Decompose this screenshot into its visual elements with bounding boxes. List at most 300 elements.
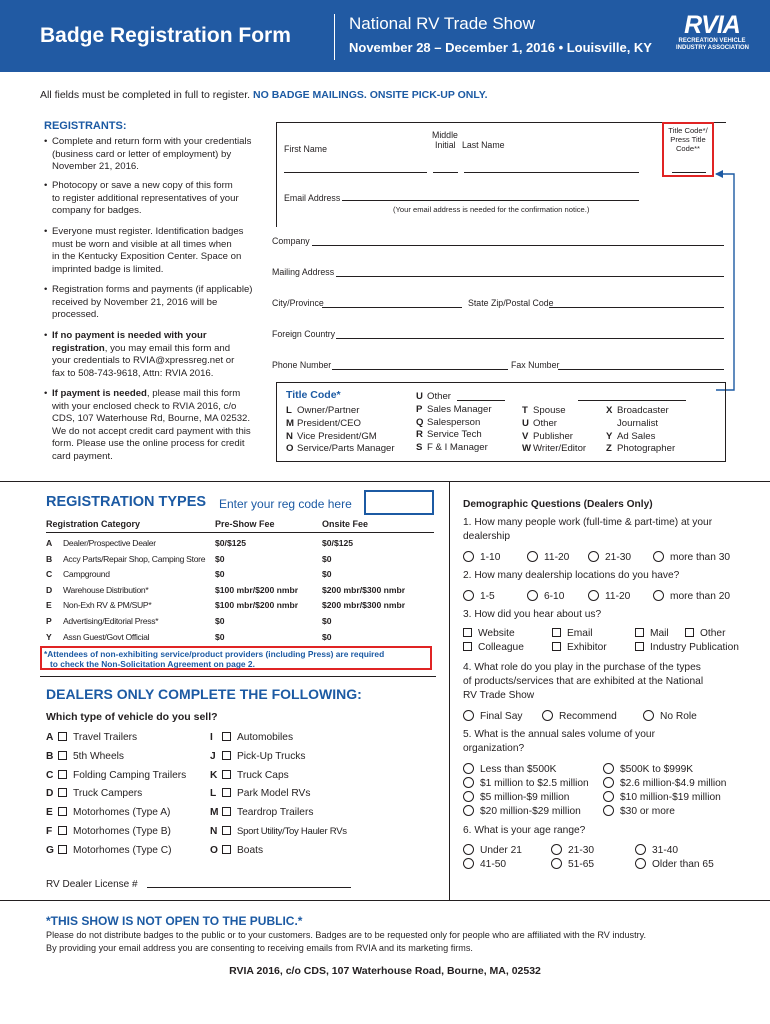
last-name-field[interactable]	[464, 172, 639, 173]
bullet-dot: •	[44, 330, 48, 341]
title-code-name: Spouse	[533, 405, 566, 416]
checkbox[interactable]	[222, 751, 231, 760]
reg-type-row[interactable]	[46, 632, 436, 646]
vehicle-letter: J	[210, 750, 216, 762]
bullet-line: Photocopy or save a new copy of this form	[52, 180, 233, 191]
title-code-item	[606, 418, 675, 431]
mailing-field[interactable]	[336, 276, 724, 277]
answer-option[interactable]	[463, 710, 522, 722]
title-code-name: Journalist	[617, 417, 659, 429]
registrant-bullet	[44, 180, 264, 218]
answer-option[interactable]	[603, 791, 721, 803]
q3-text: 3. How did you hear about us?	[463, 609, 602, 620]
reg-type-onsite-fee: $0	[322, 569, 332, 580]
company-field[interactable]	[312, 245, 724, 246]
title-code-label-1: Title Code*/	[668, 126, 708, 135]
first-name-label: First Name	[284, 144, 328, 154]
title-code-item	[522, 431, 586, 444]
checkbox[interactable]	[222, 732, 231, 741]
reg-type-preshow-fee: $0	[215, 569, 225, 580]
reg-type-onsite-fee: $0	[322, 631, 332, 642]
answer-option[interactable]	[653, 590, 730, 602]
title-code-name: President/CEO	[297, 417, 361, 429]
answer-label: 21-30	[605, 552, 632, 563]
checkbox[interactable]	[58, 845, 67, 854]
vehicle-label: Truck Campers	[73, 788, 143, 800]
answer-label: 1-5	[480, 591, 495, 602]
notice-line-1: *Attendees of non-exhibiting service/product providers (including Press) are required	[44, 649, 385, 659]
vehicle-letter: L	[210, 788, 217, 800]
title-code-letter: O	[286, 443, 294, 455]
answer-option[interactable]	[603, 777, 726, 789]
answer-label: $2.6 million-$4.9 million	[620, 778, 727, 789]
phone-field[interactable]	[332, 369, 508, 370]
reg-type-row[interactable]	[46, 569, 436, 583]
intro-plain: All fields must be completed in full to register.	[40, 89, 251, 101]
answer-option[interactable]	[635, 858, 714, 870]
answer-option[interactable]	[603, 805, 675, 817]
radio-button[interactable]	[463, 763, 474, 774]
answer-option[interactable]	[527, 590, 564, 602]
vehicle-letter: B	[46, 750, 54, 762]
bullet-line: imprinted badge is limited.	[52, 263, 164, 275]
vehicle-label: 5th Wheels	[73, 750, 124, 762]
title-code-item	[416, 429, 492, 442]
answer-label: Final Say	[480, 711, 523, 722]
title-code-item	[606, 443, 675, 456]
title-code-letter: Z	[606, 443, 612, 455]
title-code-col4	[606, 405, 675, 456]
intro-bold: NO BADGE MAILINGS. ONSITE PICK-UP ONLY.	[253, 89, 488, 101]
bullet-line: card payment.	[52, 450, 113, 462]
vehicle-option[interactable]	[46, 788, 142, 799]
answer-option[interactable]	[603, 763, 693, 775]
vehicle-option[interactable]	[46, 770, 186, 781]
reg-type-onsite-fee: $0	[322, 553, 332, 564]
answer-label: 41-50	[480, 859, 507, 870]
country-field[interactable]	[336, 338, 724, 339]
vehicle-label: Travel Trailers	[73, 732, 138, 743]
vehicle-question: Which type of vehicle do you sell?	[46, 711, 218, 723]
vehicle-option[interactable]	[46, 751, 124, 762]
answer-option[interactable]	[463, 628, 515, 639]
title-code-name: Writer/Editor	[533, 443, 587, 455]
answer-option[interactable]	[463, 551, 500, 563]
radio-button[interactable]	[463, 777, 474, 788]
reg-type-preshow-fee: $0	[215, 616, 225, 626]
radio-button[interactable]	[463, 858, 474, 869]
header-banner	[0, 0, 770, 72]
bullet-line: fax to 508-743-9618, Attn: RVIA 2016.	[52, 367, 214, 379]
bullet-bold: If no payment is needed with your	[52, 330, 207, 341]
reg-type-category: Campground	[63, 569, 110, 580]
vehicle-label: Motorhomes (Type B)	[73, 826, 171, 837]
vehicle-option[interactable]	[210, 826, 347, 837]
reg-type-category: Advertising/Editorial Press*	[63, 616, 159, 626]
bullet-line: November 21, 2016.	[52, 161, 139, 173]
answer-label: Other	[700, 628, 726, 639]
vehicle-option[interactable]	[210, 807, 313, 818]
bullet-line: We do not accept credit card payment with this	[52, 425, 251, 437]
bullet-line: Everyone must register. Identification badges	[52, 226, 244, 237]
header-divider	[334, 14, 335, 60]
reg-type-preshow-fee: $0/$125	[215, 538, 247, 548]
vehicle-letter: G	[46, 844, 54, 856]
q2-text: 2. How many dealership locations do you have?	[463, 570, 680, 581]
title-code-name: Vice President/GM	[297, 430, 377, 442]
answer-option[interactable]	[463, 791, 569, 803]
vehicle-letter: O	[210, 844, 218, 856]
reg-type-row[interactable]	[46, 616, 436, 630]
radio-button[interactable]	[635, 844, 646, 855]
registrant-bullet	[44, 388, 264, 464]
answer-option[interactable]	[463, 777, 589, 789]
checkbox[interactable]	[635, 642, 644, 651]
bullet-dot: •	[44, 226, 48, 237]
reg-type-letter: A	[46, 538, 53, 548]
checkbox[interactable]	[222, 770, 231, 779]
reg-type-row[interactable]	[46, 554, 436, 568]
vehicle-letter: E	[46, 807, 53, 819]
bullet-line: Complete and return form with your credentials	[52, 136, 252, 147]
title-code-item	[606, 405, 675, 418]
bullet-text	[44, 388, 264, 464]
dealers-heading: DEALERS ONLY COMPLETE THE FOLLOWING:	[46, 686, 362, 702]
checkbox[interactable]	[463, 642, 472, 651]
reg-type-preshow-fee: $0	[215, 553, 225, 564]
reg-type-letter: B	[46, 553, 53, 564]
checkbox[interactable]	[222, 788, 231, 797]
email-field[interactable]	[342, 200, 639, 201]
footer-line-1: Please do not distribute badges to the public or to your customers. Badges are to be requested only for people who are affiliated with the RV industry.	[46, 930, 647, 940]
bullet-line: must be worn and visible at all times when	[52, 238, 232, 250]
answer-option[interactable]	[551, 844, 594, 856]
registrant-bullet	[44, 136, 264, 174]
answer-option[interactable]	[463, 858, 506, 870]
q4-line-1: 4. What role do you play in the purchase of the types	[463, 662, 701, 673]
radio-button[interactable]	[643, 710, 654, 721]
answer-label: $20 million-$29 million	[480, 806, 581, 817]
checkbox[interactable]	[58, 732, 67, 741]
answer-option[interactable]	[463, 590, 495, 602]
radio-button[interactable]	[588, 551, 599, 562]
answer-option[interactable]	[463, 844, 522, 856]
radio-button[interactable]	[463, 551, 474, 562]
reg-type-onsite-fee: $0/$125	[322, 538, 354, 548]
reg-type-onsite-fee: $0	[322, 616, 332, 626]
col-preshow-header: Pre-Show Fee	[215, 519, 275, 529]
title-code-name: Photographer	[617, 443, 676, 455]
bullet-text	[44, 330, 264, 380]
checkbox[interactable]	[58, 826, 67, 835]
checkbox[interactable]	[222, 807, 231, 816]
first-name-field[interactable]	[284, 172, 427, 173]
checkbox[interactable]	[58, 770, 67, 779]
answer-label: $1 million to $2.5 million	[480, 778, 589, 789]
radio-button[interactable]	[463, 710, 474, 721]
title-code-item	[522, 405, 586, 418]
title-code-name: Ad Sales	[617, 430, 656, 442]
radio-button[interactable]	[463, 805, 474, 816]
answer-option[interactable]	[635, 628, 669, 639]
vehicle-letter: D	[46, 788, 54, 800]
answer-label: Exhibitor	[567, 642, 607, 653]
not-public-notice: *THIS SHOW IS NOT OPEN TO THE PUBLIC.*	[46, 914, 303, 928]
vehicle-label: Teardrop Trailers	[237, 807, 314, 819]
q1-line-2: dealership	[463, 531, 511, 542]
title-code-label-2: Press Title	[670, 135, 706, 144]
title-code-name: Broadcaster	[617, 405, 669, 416]
radio-button[interactable]	[603, 805, 614, 816]
q5-line-1: 5. What is the annual sales volume of your	[463, 729, 655, 740]
logo-sub2: INDUSTRY ASSOCIATION	[676, 45, 750, 51]
vehicle-letter: K	[210, 769, 218, 781]
bullet-line: company for badges.	[52, 205, 142, 217]
answer-label: 11-20	[544, 552, 570, 563]
reg-type-category: Accy Parts/Repair Shop, Camping Store	[63, 553, 206, 564]
section-divider	[0, 481, 770, 482]
radio-button[interactable]	[527, 590, 538, 601]
title-code-label-3: Code**	[675, 144, 701, 153]
bullet-line: CDS, 107 Waterhouse Rd, Bourne, MA 02532.	[52, 413, 251, 425]
bullet-line: to register additional representatives of your	[52, 192, 239, 204]
title-code-letter: N	[286, 430, 293, 442]
reg-type-category: Assn Guest/Govt Official	[63, 631, 150, 642]
checkbox[interactable]	[222, 845, 231, 854]
radio-button[interactable]	[551, 844, 562, 855]
middle-initial-field[interactable]	[433, 172, 458, 173]
q4-line-2: of products/services that are exhibited at the National	[463, 676, 704, 687]
title-code-col3	[522, 405, 586, 456]
answer-option[interactable]	[542, 710, 617, 722]
answer-label: 31-40	[652, 845, 679, 856]
reg-types-heading: REGISTRATION TYPES	[46, 494, 207, 510]
radio-button[interactable]	[653, 590, 664, 601]
reg-header-rule	[46, 532, 434, 533]
name-box-left-edge	[276, 122, 277, 227]
vehicle-option[interactable]	[210, 770, 289, 781]
dealers-divider	[40, 676, 436, 677]
bullet-line: processed.	[52, 309, 99, 321]
reg-type-onsite-fee: $200 mbr/$300 nmbr	[322, 600, 406, 611]
radio-button[interactable]	[603, 777, 614, 788]
q5-line-2: organization?	[463, 743, 525, 754]
dealer-license-field[interactable]	[147, 887, 351, 888]
reg-type-letter: C	[46, 569, 53, 580]
reg-type-letter: D	[46, 584, 53, 595]
answer-label: 1-10	[480, 552, 501, 563]
fax-field[interactable]	[558, 369, 724, 370]
vehicle-letter: M	[210, 807, 219, 819]
title-code-letter: M	[286, 417, 294, 429]
title-code-item	[522, 443, 586, 456]
answer-option[interactable]	[588, 551, 631, 563]
radio-button[interactable]	[603, 791, 614, 802]
registrant-bullet	[44, 226, 264, 276]
reg-type-letter: P	[46, 616, 52, 626]
checkbox[interactable]	[552, 628, 561, 637]
reg-type-row[interactable]	[46, 600, 436, 614]
checkbox[interactable]	[58, 751, 67, 760]
q1-line-1: 1. How many people work (full-time & part-time) at your	[463, 517, 713, 528]
title-code-item	[286, 405, 395, 418]
vehicle-label: Folding Camping Trailers	[73, 769, 187, 781]
show-name: National RV Trade Show	[349, 14, 535, 33]
registrant-bullet	[44, 330, 264, 380]
reg-type-category: Non-Exh RV & PM/SUP*	[63, 600, 152, 611]
answer-option[interactable]	[463, 805, 581, 817]
title-code-heading: Title Code*	[286, 389, 341, 401]
radio-button[interactable]	[527, 551, 538, 562]
state-zip-field[interactable]	[549, 307, 724, 308]
reg-type-letter: Y	[46, 631, 52, 642]
reg-type-row[interactable]	[46, 585, 436, 599]
reg-code-prompt: Enter your reg code here	[219, 497, 352, 511]
radio-button[interactable]	[653, 551, 664, 562]
answer-option[interactable]	[527, 551, 569, 563]
vehicle-option[interactable]	[46, 826, 171, 837]
intro-text	[40, 89, 488, 101]
bullet-line: form. Please use the online process for credit	[52, 438, 245, 450]
vehicle-label: Boats	[237, 844, 264, 856]
checkbox[interactable]	[635, 628, 644, 637]
title-code-name: Other	[427, 391, 451, 402]
answer-label: 11-20	[605, 591, 631, 602]
radio-button[interactable]	[542, 710, 553, 721]
title-code-name: Service Tech	[427, 429, 482, 441]
title-code-letter: U	[522, 417, 529, 429]
title-code-letter: T	[522, 405, 528, 416]
footer-line-2: By providing your email address you are consenting to receiving emails from RVIA and its marketing firms.	[46, 943, 473, 953]
answer-label: Older than 65	[652, 859, 714, 870]
checkbox[interactable]	[58, 788, 67, 797]
rvia-logo	[676, 12, 748, 62]
title-code-item	[286, 418, 395, 431]
fax-label: Fax Number	[511, 360, 560, 370]
radio-button[interactable]	[635, 858, 646, 869]
show-dates: November 28 – December 1, 2016 • Louisville, KY	[349, 40, 652, 55]
bullet-line: , you may email this form and	[104, 342, 231, 354]
title-code-field[interactable]	[672, 172, 706, 173]
vehicle-option[interactable]	[46, 732, 137, 743]
bullet-line: Registration forms and payments (if applicable)	[52, 284, 253, 295]
reg-type-onsite-fee: $200 mbr/$300 nmbr	[322, 584, 406, 595]
title-code-item	[286, 443, 395, 456]
reg-code-input[interactable]	[364, 490, 434, 515]
title-code-letter: R	[416, 429, 423, 441]
title-code-name: Sales Manager	[427, 403, 492, 415]
registrants-heading: REGISTRANTS:	[44, 120, 127, 132]
answer-label: 21-30	[568, 845, 595, 856]
checkbox[interactable]	[222, 826, 231, 835]
answer-option[interactable]	[551, 858, 594, 870]
phone-label: Phone Number	[272, 360, 332, 370]
city-field[interactable]	[322, 307, 462, 308]
radio-button[interactable]	[551, 858, 562, 869]
answer-option[interactable]	[552, 642, 607, 653]
vehicle-option[interactable]	[46, 845, 172, 856]
checkbox[interactable]	[58, 807, 67, 816]
answer-label: Colleague	[478, 642, 524, 653]
answer-option[interactable]	[643, 710, 697, 722]
middle-label: Middle	[432, 130, 458, 140]
vehicle-option[interactable]	[210, 845, 263, 856]
vehicle-label: Sport Utility/Toy Hauler RVs	[237, 826, 347, 837]
demographic-heading: Demographic Questions (Dealers Only)	[463, 499, 653, 510]
answer-option[interactable]	[552, 628, 592, 639]
bullet-dot: •	[44, 180, 48, 191]
title-code-arrow	[710, 168, 740, 398]
vehicle-letter: N	[210, 826, 218, 837]
radio-button[interactable]	[463, 844, 474, 855]
title-code-name: F & I Manager	[427, 442, 488, 454]
answer-label: Mail	[650, 628, 669, 639]
vehicle-option[interactable]	[46, 807, 170, 818]
title-code-letter: Y	[606, 430, 613, 442]
title-code-letter: W	[522, 443, 532, 455]
answer-option[interactable]	[635, 642, 739, 653]
answer-label: Email	[567, 628, 593, 639]
title-code-item	[416, 404, 492, 417]
answer-option[interactable]	[635, 844, 678, 856]
vehicle-label: Pick-Up Trucks	[237, 750, 306, 762]
other-title-field[interactable]	[457, 400, 505, 401]
bullet-text	[44, 226, 264, 276]
col-onsite-header: Onsite Fee	[322, 519, 369, 529]
radio-button[interactable]	[588, 590, 599, 601]
answer-option[interactable]	[685, 628, 725, 639]
bullet-line: , please mail this form	[146, 388, 241, 399]
bullet-line: with your enclosed check to RVIA 2016, c/o	[52, 400, 237, 412]
initial-label: Initial	[435, 140, 456, 150]
radio-button[interactable]	[463, 590, 474, 601]
title-code-letter: V	[522, 430, 529, 442]
radio-button[interactable]	[603, 763, 614, 774]
checkbox[interactable]	[552, 642, 561, 651]
title-code-col1	[286, 405, 395, 456]
answer-option[interactable]	[653, 551, 730, 563]
reg-type-category: Dealer/Prospective Dealer	[63, 538, 156, 548]
answer-option[interactable]	[463, 642, 524, 653]
footer-address: RVIA 2016, c/o CDS, 107 Waterhouse Road, Bourne, MA, 02532	[229, 965, 541, 977]
answer-option[interactable]	[588, 590, 630, 602]
checkbox[interactable]	[463, 628, 472, 637]
checkbox[interactable]	[685, 628, 694, 637]
answer-label: Less than $500K	[480, 764, 557, 775]
answer-label: more than 20	[670, 591, 731, 602]
vehicle-option[interactable]	[210, 732, 293, 743]
answer-label: $30 or more	[620, 806, 675, 817]
reg-type-preshow-fee: $0	[215, 631, 225, 642]
bullet-bold: registration	[52, 342, 105, 354]
notice-line-2: to check the Non-Solicitation Agreement on page 2.	[50, 659, 255, 669]
bullet-dot: •	[44, 284, 48, 295]
q6-text: 6. What is your age range?	[463, 825, 586, 836]
title-code-letter: P	[416, 403, 423, 415]
answer-label: Under 21	[480, 845, 522, 856]
radio-button[interactable]	[463, 791, 474, 802]
title-code-item	[522, 418, 586, 431]
answer-option[interactable]	[463, 763, 556, 775]
vehicle-label: Motorhomes (Type C)	[73, 844, 172, 856]
form-title: Badge Registration Form	[40, 24, 291, 47]
title-code-letter: L	[286, 405, 292, 416]
vehicle-letter: F	[46, 826, 53, 837]
vehicle-option[interactable]	[210, 751, 306, 762]
vehicle-option[interactable]	[210, 788, 310, 799]
dealer-license-label: RV Dealer License #	[46, 879, 138, 890]
reg-type-row[interactable]	[46, 538, 436, 552]
